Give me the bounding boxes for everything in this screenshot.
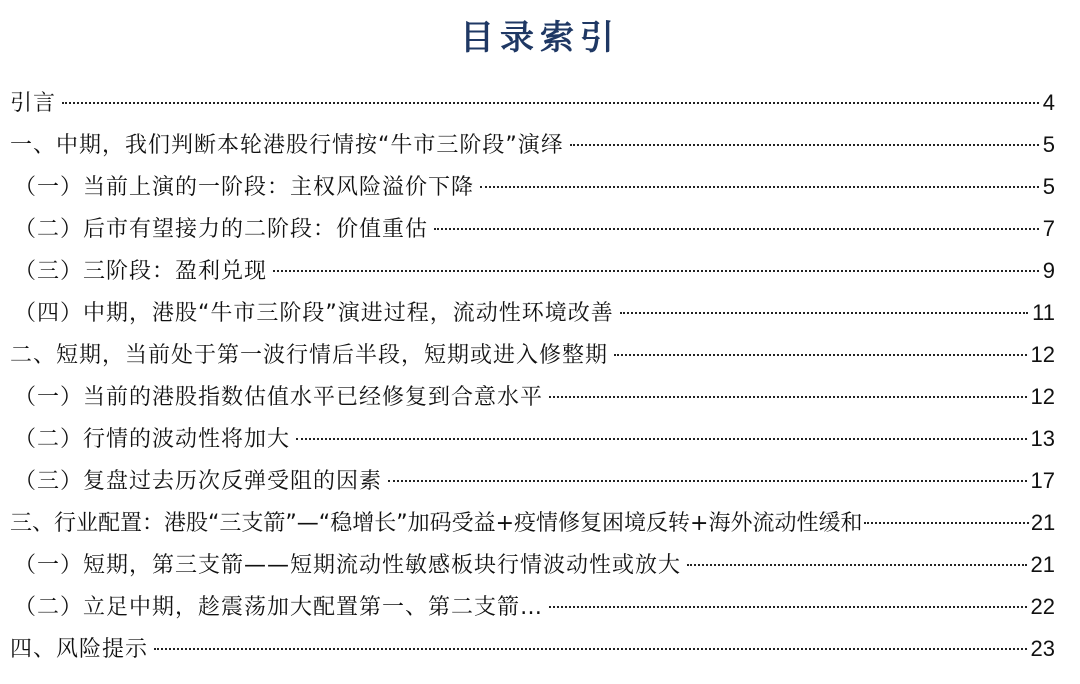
- toc-page-number: 12: [1030, 384, 1055, 409]
- toc-entry[interactable]: [10, 631, 1055, 667]
- toc-entry[interactable]: [14, 421, 1055, 457]
- toc-entry-title: （二）后市有望接力的二阶段：价值重估: [14, 217, 429, 242]
- toc-page-number: 11: [1032, 300, 1055, 325]
- toc-entry-title: （二）行情的波动性将加大: [14, 427, 291, 452]
- toc-entry-title: （四）中期，港股“牛市三阶段”演进过程，流动性环境改善: [14, 301, 614, 326]
- toc-entry[interactable]: [14, 547, 1055, 583]
- toc-entry[interactable]: [14, 211, 1055, 247]
- toc-dot-leader: [434, 228, 1039, 230]
- toc-dot-leader: [570, 144, 1039, 146]
- toc-entry-title: 引言: [10, 91, 57, 116]
- toc-entry[interactable]: [14, 589, 1055, 625]
- toc-dot-leader: [273, 270, 1039, 272]
- toc-entry[interactable]: [14, 379, 1055, 415]
- toc-dot-leader: [864, 522, 1028, 524]
- toc-page-number: 22: [1030, 594, 1055, 619]
- toc-page-number: 7: [1042, 216, 1055, 241]
- toc-entry-title: （二）立足中期，趁震荡加大配置第一、第二支箭…: [14, 595, 544, 620]
- toc-dot-leader: [549, 396, 1027, 398]
- toc-entry[interactable]: [10, 337, 1055, 373]
- toc-entry-title: 四、风险提示: [10, 637, 149, 662]
- toc-page-number: 21: [1030, 552, 1055, 577]
- toc-dot-leader: [480, 186, 1039, 188]
- toc-page-number: 21: [1030, 510, 1055, 535]
- toc-dot-leader: [388, 480, 1027, 482]
- toc-page-number: 23: [1030, 636, 1055, 661]
- toc-entry-title: 一、中期，我们判断本轮港股行情按“牛市三阶段”演绎: [10, 133, 564, 158]
- toc-dot-leader: [62, 102, 1039, 104]
- toc-entry-title: （一）当前上演的一阶段：主权风险溢价下降: [14, 175, 475, 200]
- toc-dot-leader: [620, 312, 1028, 314]
- page-title: 目录索引: [460, 18, 620, 58]
- toc-page-number: 12: [1030, 342, 1055, 367]
- toc-entry[interactable]: [10, 127, 1055, 163]
- toc-entry-title: 二、短期，当前处于第一波行情后半段，短期或进入修整期: [10, 343, 609, 368]
- toc-page-number: 13: [1030, 426, 1055, 451]
- toc-entry-title: （一）短期，第三支箭——短期流动性敏感板块行情波动性或放大: [14, 553, 682, 578]
- toc-entry[interactable]: [10, 505, 1055, 541]
- toc-page-number: 9: [1042, 258, 1055, 283]
- toc-page-number: 5: [1042, 174, 1055, 199]
- toc-page-number: 17: [1030, 468, 1055, 493]
- toc-entry[interactable]: [14, 463, 1055, 499]
- toc-page-number: 4: [1042, 90, 1055, 115]
- toc-entry-title: （三）三阶段：盈利兑现: [14, 259, 268, 284]
- toc-entry[interactable]: [10, 85, 1055, 121]
- toc-dot-leader: [687, 564, 1027, 566]
- toc-entry-title: （三）复盘过去历次反弹受阻的因素: [14, 469, 383, 494]
- toc-dot-leader: [296, 438, 1027, 440]
- toc-entry-title: 三、行业配置：港股“三支箭”—“稳增长”加码受益+疫情修复困境反转+海外流动性缓和: [10, 511, 863, 536]
- toc-dot-leader: [154, 648, 1027, 650]
- toc-entry[interactable]: [14, 169, 1055, 205]
- toc-entry[interactable]: [14, 253, 1055, 289]
- toc-entry[interactable]: [14, 295, 1055, 331]
- toc-dot-leader: [614, 354, 1027, 356]
- toc-dot-leader: [549, 606, 1027, 608]
- toc-entry-title: （一）当前的港股指数估值水平已经修复到合意水平: [14, 385, 544, 410]
- toc-page-number: 5: [1042, 132, 1055, 157]
